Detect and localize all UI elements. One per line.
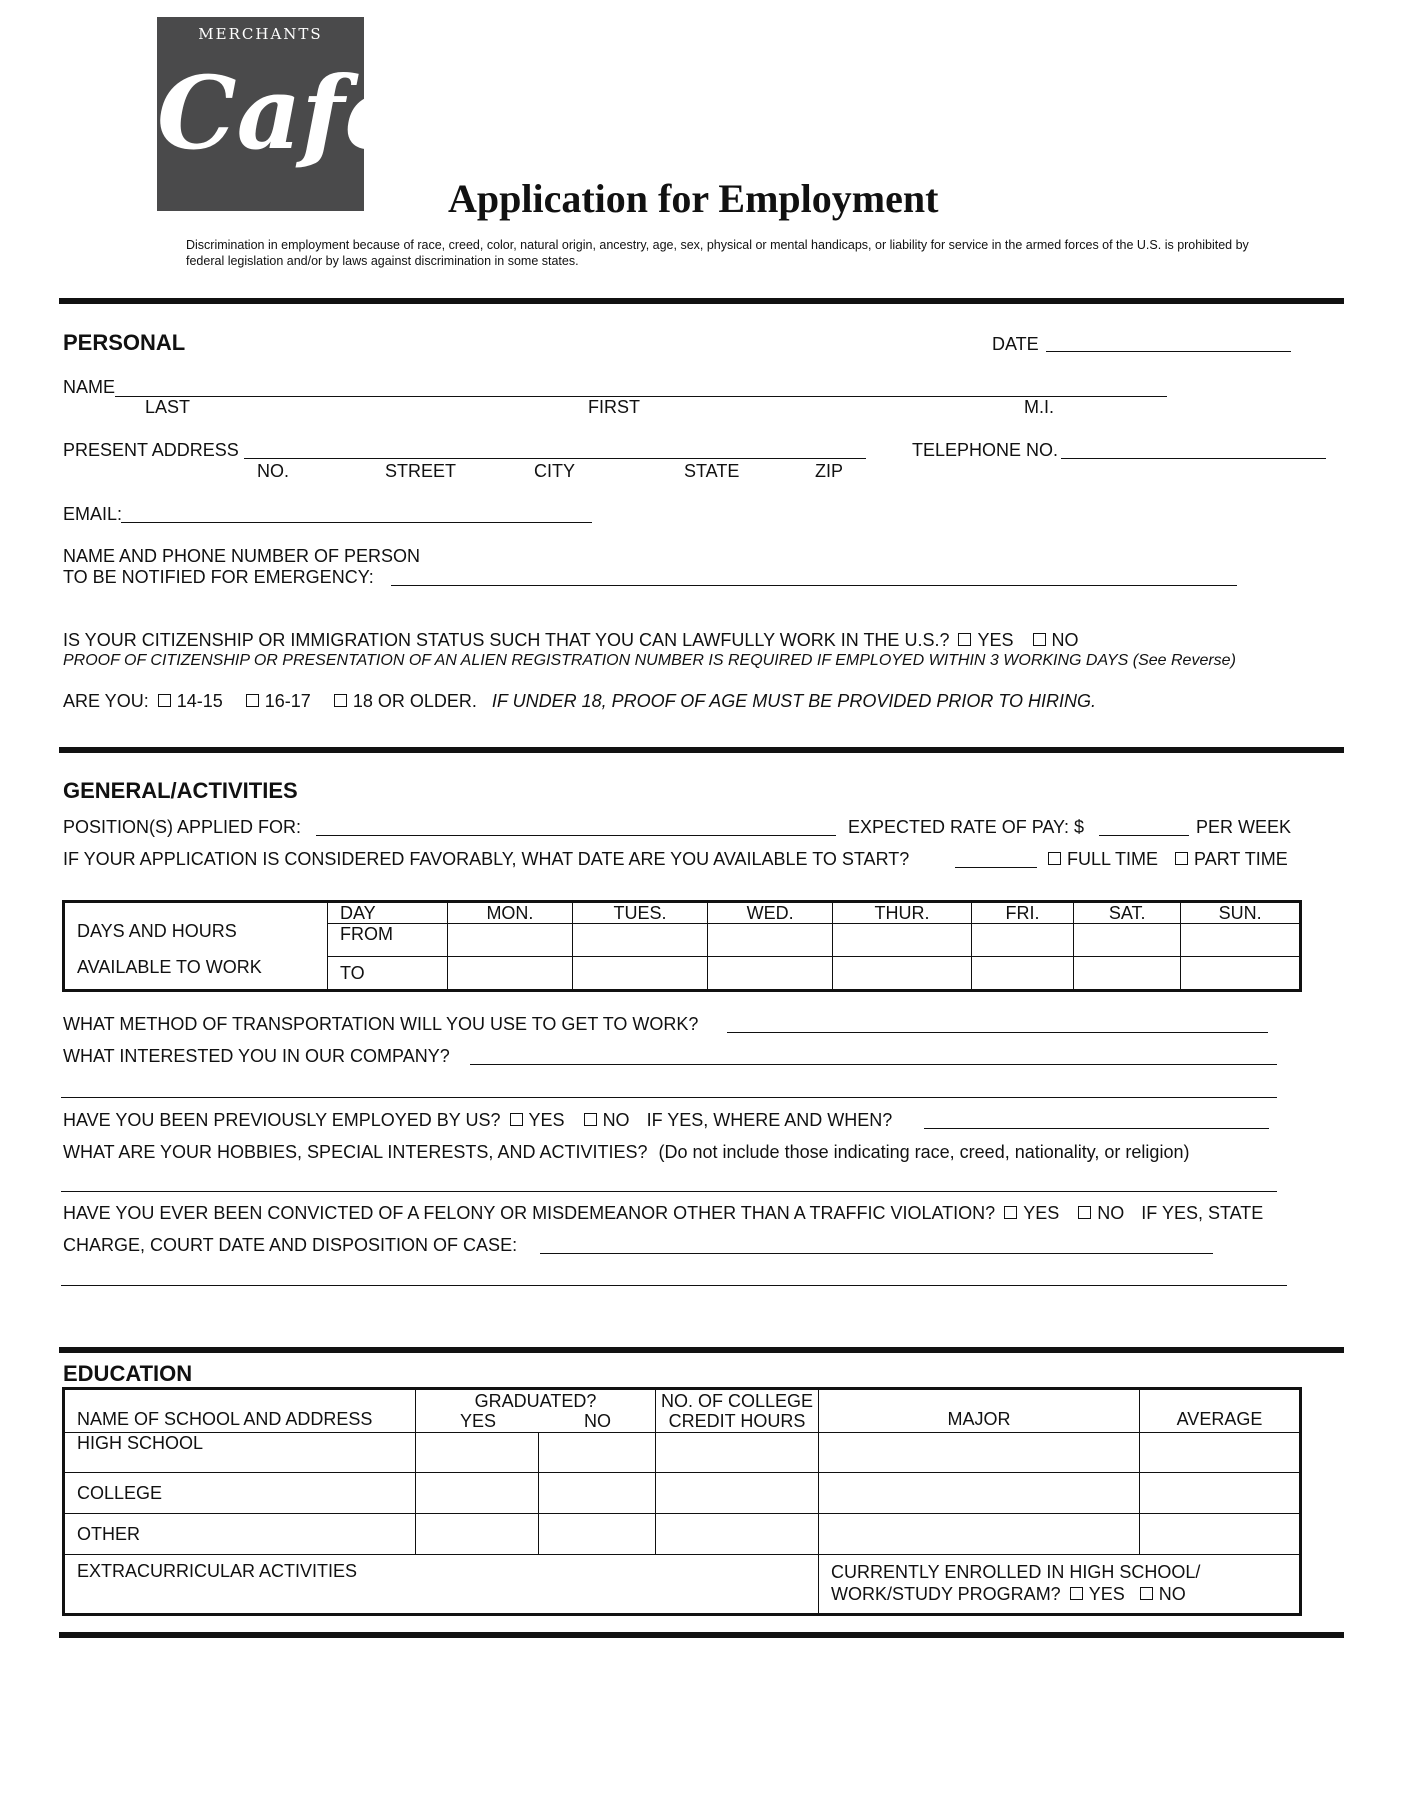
name-last-label: LAST xyxy=(145,397,191,417)
to-sun-cell[interactable] xyxy=(1181,957,1301,991)
from-wed-cell[interactable] xyxy=(708,924,833,957)
section-rule xyxy=(59,298,1344,304)
age-note: IF UNDER 18, PROOF OF AGE MUST BE PROVIDED PRIOR TO HIRING. xyxy=(491,691,1097,711)
positions-label: POSITION(S) APPLIED FOR: xyxy=(63,817,302,837)
page-title: Application for Employment xyxy=(448,176,939,221)
address-zip-label: ZIP xyxy=(815,461,844,481)
citizenship-question-text: IS YOUR CITIZENSHIP OR IMMIGRATION STATUS SUCH THAT YOU CAN LAWFULLY WORK IN THE U.S.? xyxy=(63,630,950,650)
full-time-label: FULL TIME xyxy=(1067,849,1159,869)
rate-label: EXPECTED RATE OF PAY: $ xyxy=(848,817,1085,837)
address-city-label: CITY xyxy=(534,461,576,481)
date-field[interactable] xyxy=(1046,351,1291,352)
day-thu: THUR. xyxy=(833,902,972,924)
positions-field[interactable] xyxy=(316,835,836,836)
from-mon-cell[interactable] xyxy=(448,924,573,957)
age-18-checkbox[interactable] xyxy=(334,694,347,707)
citizenship-question xyxy=(63,630,1079,651)
college-major-cell[interactable] xyxy=(819,1473,1140,1514)
general-heading: GENERAL/ACTIVITIES xyxy=(63,778,298,803)
availability-label-2: AVAILABLE TO WORK xyxy=(77,957,262,977)
citizenship-yes-checkbox[interactable] xyxy=(958,633,971,646)
age-14-15-label: 14-15 xyxy=(176,691,223,711)
interest-field-line-2[interactable] xyxy=(61,1097,1277,1098)
college-graduated-no-cell[interactable] xyxy=(539,1473,656,1514)
section-rule xyxy=(59,1347,1344,1353)
other-major-cell[interactable] xyxy=(819,1514,1140,1555)
citizenship-no-label: NO xyxy=(1051,630,1079,650)
logo-top-text: MERCHANTS xyxy=(198,25,323,43)
age-label: ARE YOU: xyxy=(63,691,149,711)
col-graduated-label: GRADUATED? xyxy=(474,1391,597,1411)
col-graduated-yes: YES xyxy=(459,1411,497,1431)
start-label: IF YOUR APPLICATION IS CONSIDERED FAVORABLY, WHAT DATE ARE YOU AVAILABLE TO START? xyxy=(63,849,910,869)
prev-employed-no-label: NO xyxy=(602,1110,630,1130)
address-field[interactable] xyxy=(244,458,866,459)
enrolled-no-label: NO xyxy=(1158,1584,1186,1604)
day-sun: SUN. xyxy=(1181,902,1301,924)
company-logo xyxy=(157,17,409,211)
hobbies-label: WHAT ARE YOUR HOBBIES, SPECIAL INTERESTS, AND ACTIVITIES? xyxy=(63,1142,648,1162)
prev-employed-yes-label: YES xyxy=(528,1110,565,1130)
from-label: FROM xyxy=(328,924,448,957)
section-rule xyxy=(59,1632,1344,1638)
hs-major-cell[interactable] xyxy=(819,1433,1140,1473)
to-sat-cell[interactable] xyxy=(1074,957,1181,991)
education-heading: EDUCATION xyxy=(63,1361,193,1386)
availability-label-1: DAYS AND HOURS xyxy=(77,921,237,941)
start-date-field[interactable] xyxy=(955,867,1037,868)
day-wed: WED. xyxy=(708,902,833,924)
citizenship-note: PROOF OF CITIZENSHIP OR PRESENTATION OF AN ALIEN REGISTRATION NUMBER IS REQUIRED IF EMPLOYED WITHIN 3 WORKING DAYS (See Reverse) xyxy=(63,652,1236,669)
day-header: DAY xyxy=(328,902,448,924)
rate-field[interactable] xyxy=(1099,835,1189,836)
telephone-label: TELEPHONE NO. xyxy=(912,440,1059,460)
col-graduated xyxy=(416,1389,656,1433)
col-major: MAJOR xyxy=(819,1389,1140,1433)
date-label: DATE xyxy=(992,334,1039,354)
emergency-field[interactable] xyxy=(391,585,1237,586)
hs-graduated-yes-cell[interactable] xyxy=(416,1433,539,1473)
from-sat-cell[interactable] xyxy=(1074,924,1181,957)
part-time-checkbox[interactable] xyxy=(1175,852,1188,865)
prev-employed-yes-checkbox[interactable] xyxy=(510,1113,523,1126)
education-table xyxy=(62,1387,1302,1616)
hs-average-cell[interactable] xyxy=(1140,1433,1301,1473)
felony-yes-checkbox[interactable] xyxy=(1004,1206,1017,1219)
col-graduated-no: NO xyxy=(584,1411,611,1431)
age-question xyxy=(63,691,1096,712)
other-graduated-no-cell[interactable] xyxy=(539,1514,656,1555)
from-tue-cell[interactable] xyxy=(572,924,707,957)
college-average-cell[interactable] xyxy=(1140,1473,1301,1514)
col-average: AVERAGE xyxy=(1140,1389,1301,1433)
name-first-label: FIRST xyxy=(588,397,640,417)
transport-label: WHAT METHOD OF TRANSPORTATION WILL YOU USE TO GET TO WORK? xyxy=(63,1014,699,1034)
enrolled-label-1: CURRENTLY ENROLLED IN HIGH SCHOOL/ xyxy=(831,1562,1201,1582)
full-time-checkbox[interactable] xyxy=(1048,852,1061,865)
felony-question xyxy=(63,1203,1263,1224)
col-school: NAME OF SCHOOL AND ADDRESS xyxy=(64,1389,416,1433)
extracurricular-cell[interactable] xyxy=(64,1555,819,1615)
day-fri: FRI. xyxy=(971,902,1073,924)
telephone-field[interactable] xyxy=(1061,458,1326,459)
name-mi-label: M.I. xyxy=(1024,397,1054,417)
extracurricular-label: EXTRACURRICULAR ACTIVITIES xyxy=(77,1561,358,1581)
logo-cafe-text: Cafe xyxy=(157,54,409,172)
from-thu-cell[interactable] xyxy=(833,924,972,957)
emergency-label-1: NAME AND PHONE NUMBER OF PERSON xyxy=(63,546,421,566)
col-graduated-sub xyxy=(416,1411,655,1431)
hs-graduated-no-cell[interactable] xyxy=(539,1433,656,1473)
age-16-17-checkbox[interactable] xyxy=(246,694,259,707)
interest-field[interactable] xyxy=(470,1064,1277,1065)
address-no-label: NO. xyxy=(257,461,290,481)
from-fri-cell[interactable] xyxy=(971,924,1073,957)
work-type-options xyxy=(1044,849,1288,870)
to-wed-cell[interactable] xyxy=(708,957,833,991)
day-sat: SAT. xyxy=(1074,902,1181,924)
enrolled-cell xyxy=(819,1555,1301,1615)
section-rule xyxy=(59,747,1344,753)
day-mon: MON. xyxy=(448,902,573,924)
college-credit-cell[interactable] xyxy=(656,1473,819,1514)
felony-no-label: NO xyxy=(1097,1203,1125,1223)
to-tue-cell[interactable] xyxy=(572,957,707,991)
interest-label: WHAT INTERESTED YOU IN OUR COMPANY? xyxy=(63,1046,450,1066)
where-when-label: IF YES, WHERE AND WHEN? xyxy=(646,1110,893,1130)
address-state-label: STATE xyxy=(684,461,740,481)
hobbies-note: (Do not include those indicating race, creed, nationality, or religion) xyxy=(658,1142,1190,1162)
hs-credit-cell[interactable] xyxy=(656,1433,819,1473)
other-graduated-yes-cell[interactable] xyxy=(416,1514,539,1555)
charge-field-line-2[interactable] xyxy=(61,1285,1287,1286)
where-when-field[interactable] xyxy=(924,1128,1269,1129)
hobbies-question xyxy=(63,1142,1189,1163)
enrolled-yes-label: YES xyxy=(1088,1584,1125,1604)
age-16-17-label: 16-17 xyxy=(264,691,311,711)
availability-label xyxy=(64,902,328,991)
citizenship-yes-label: YES xyxy=(977,630,1014,650)
to-thu-cell[interactable] xyxy=(833,957,972,991)
to-mon-cell[interactable] xyxy=(448,957,573,991)
citizenship-no-checkbox[interactable] xyxy=(1033,633,1046,646)
row-other: OTHER xyxy=(64,1514,416,1555)
if-yes-state-label: IF YES, STATE xyxy=(1141,1203,1264,1223)
col-credit-hours xyxy=(656,1389,819,1433)
col-credit-2: CREDIT HOURS xyxy=(668,1411,806,1431)
row-college: COLLEGE xyxy=(64,1473,416,1514)
felony-yes-label: YES xyxy=(1023,1203,1060,1223)
enrolled-yes-checkbox[interactable] xyxy=(1070,1587,1083,1600)
col-credit-1: NO. OF COLLEGE xyxy=(660,1391,814,1411)
charge-field[interactable] xyxy=(540,1253,1213,1254)
email-label: EMAIL: xyxy=(63,504,123,524)
prev-employed-question xyxy=(63,1110,892,1131)
prev-employed-label: HAVE YOU BEEN PREVIOUSLY EMPLOYED BY US? xyxy=(63,1110,501,1130)
felony-no-checkbox[interactable] xyxy=(1078,1206,1091,1219)
felony-label: HAVE YOU EVER BEEN CONVICTED OF A FELONY OR MISDEMEANOR OTHER THAN A TRAFFIC VIOLATION? xyxy=(63,1203,996,1223)
transport-field[interactable] xyxy=(727,1032,1268,1033)
personal-heading: PERSONAL xyxy=(63,330,186,355)
name-field[interactable] xyxy=(115,396,1167,397)
name-label: NAME xyxy=(63,377,116,397)
from-sun-cell[interactable] xyxy=(1181,924,1301,957)
enrolled-no-checkbox[interactable] xyxy=(1140,1587,1153,1600)
row-high-school: HIGH SCHOOL xyxy=(64,1433,416,1473)
to-fri-cell[interactable] xyxy=(971,957,1073,991)
day-tue: TUES. xyxy=(572,902,707,924)
other-average-cell[interactable] xyxy=(1140,1514,1301,1555)
availability-table xyxy=(62,900,1302,992)
age-18-label: 18 OR OLDER. xyxy=(352,691,477,711)
part-time-label: PART TIME xyxy=(1194,849,1288,869)
to-label: TO xyxy=(328,957,448,991)
email-field[interactable] xyxy=(121,522,592,523)
enrolled-line-2 xyxy=(831,1583,1287,1605)
other-credit-cell[interactable] xyxy=(656,1514,819,1555)
college-graduated-yes-cell[interactable] xyxy=(416,1473,539,1514)
address-label: PRESENT ADDRESS xyxy=(63,440,239,460)
prev-employed-no-checkbox[interactable] xyxy=(584,1113,597,1126)
age-14-15-checkbox[interactable] xyxy=(158,694,171,707)
enrolled-label-2: WORK/STUDY PROGRAM? xyxy=(831,1584,1061,1604)
per-week-label: PER WEEK xyxy=(1196,817,1292,837)
hobbies-field[interactable] xyxy=(61,1191,1277,1192)
disclaimer: Discrimination in employment because of race, creed, color, natural origin, ancestry, age, sex, physical or mental handicaps, or liability for service in the armed forces of the U.S. is prohibited by federal legislation and/or by laws against discrimination in some states. xyxy=(186,238,1249,268)
address-street-label: STREET xyxy=(385,461,457,481)
emergency-label-2: TO BE NOTIFIED FOR EMERGENCY: xyxy=(63,567,374,587)
charge-label: CHARGE, COURT DATE AND DISPOSITION OF CASE: xyxy=(63,1235,518,1255)
